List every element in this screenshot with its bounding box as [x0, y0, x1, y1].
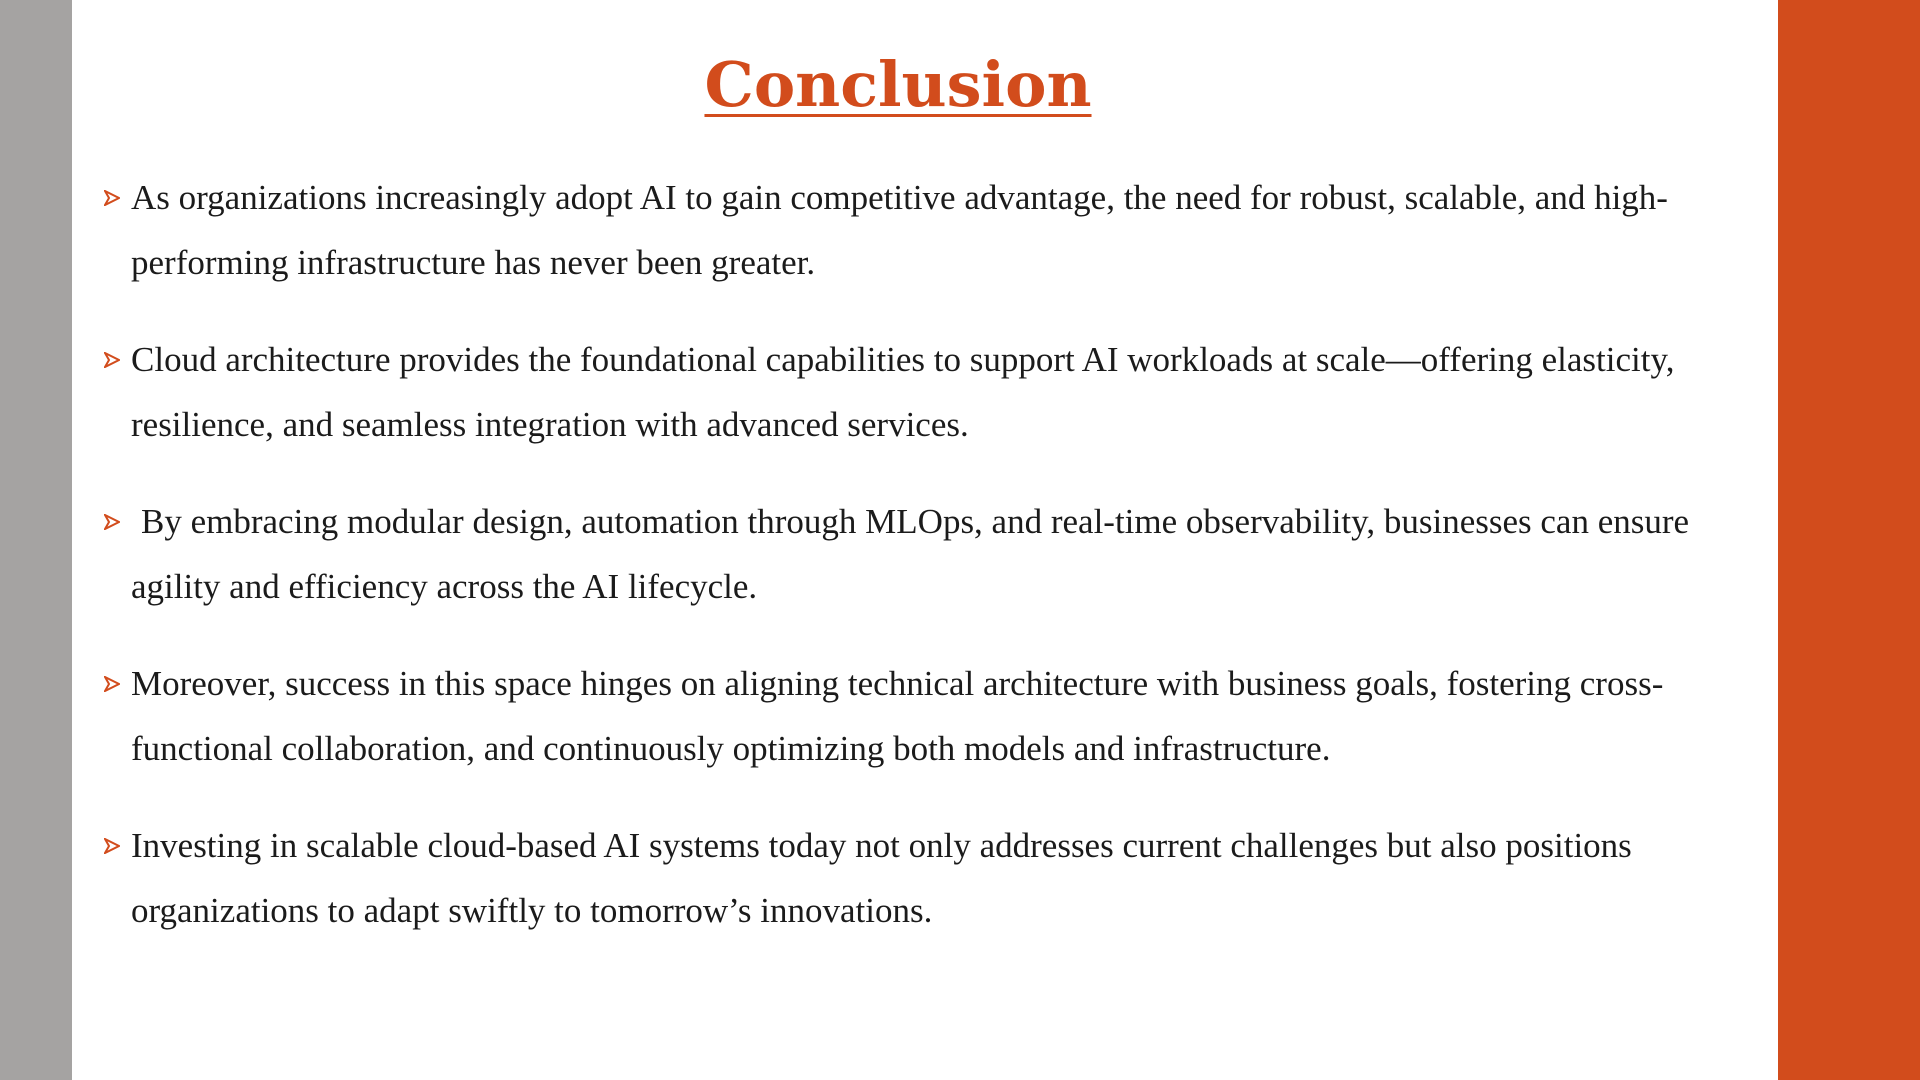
bullet-item: [100, 327, 1720, 457]
bullet-item: [100, 165, 1720, 295]
slide-title: Conclusion: [704, 48, 1092, 121]
arrowhead-bullet-icon: [104, 514, 120, 530]
arrowhead-bullet-icon: [104, 190, 120, 206]
arrowhead-bullet-icon: [104, 352, 120, 368]
bullet-text: Investing in scalable cloud-based AI systems today not only addresses current challenges but also positions organizations to adapt swiftly to tomorrow’s innovations.: [131, 826, 1632, 930]
bullet-item: [100, 651, 1720, 781]
arrowhead-bullet-icon: [104, 838, 120, 854]
left-decorative-bar: [0, 0, 72, 1080]
bullet-item: [100, 813, 1720, 943]
bullet-text: Moreover, success in this space hinges on aligning technical architecture with business goals, fostering cross-functional collaboration, and continuously optimizing both models and infrastructure.: [131, 664, 1664, 768]
right-accent-bar: [1778, 0, 1920, 1080]
bullet-text: Cloud architecture provides the foundational capabilities to support AI workloads at scale—offering elasticity, resilience, and seamless integration with advanced services.: [131, 340, 1675, 444]
arrowhead-bullet-icon: [104, 676, 120, 692]
bullet-list: [100, 165, 1720, 975]
bullet-item: [100, 489, 1720, 619]
bullet-text: As organizations increasingly adopt AI to gain competitive advantage, the need for robust, scalable, and high-performing infrastructure has never been greater.: [131, 178, 1668, 282]
bullet-text: By embracing modular design, automation through MLOps, and real-time observability, businesses can ensure agility and efficiency across the AI lifecycle.: [131, 502, 1690, 606]
